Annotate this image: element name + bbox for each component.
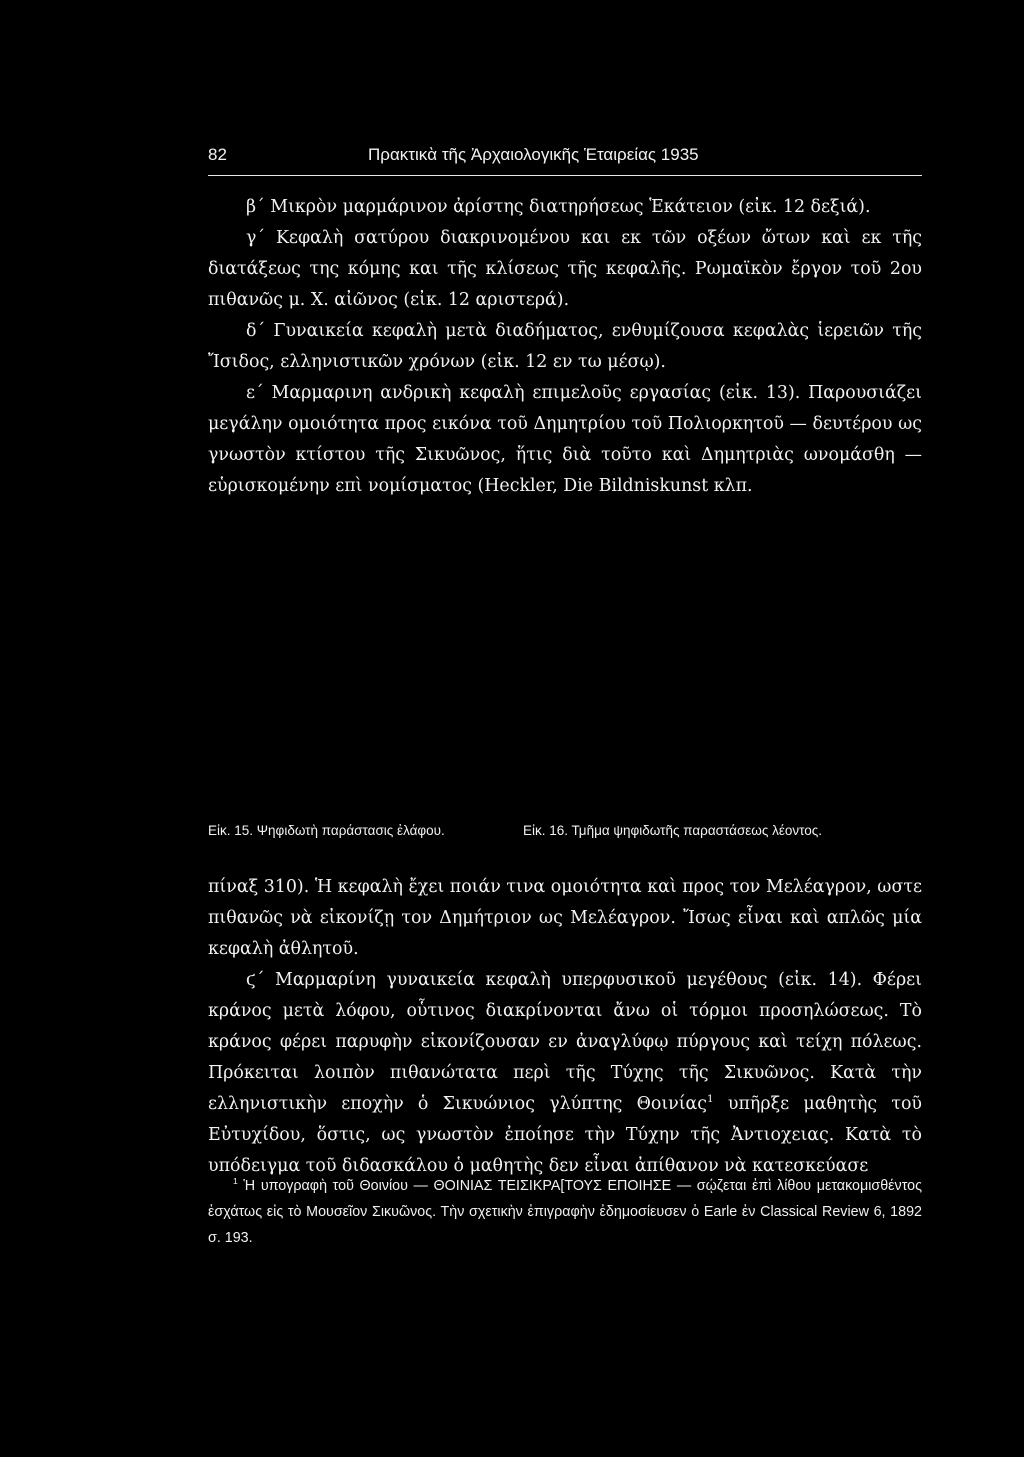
figure-caption-15: Εἰκ. 15. Ψηφιδωτὴ παράστασις ἐλάφου. [208, 823, 445, 838]
paragraph-delta: δ΄ Γυναικεία κεφαλὴ μετὰ διαδήματος, ενθυμίζουσα κεφαλὰς ἱερειῶν τῆς Ἴσιδος, ελληνιστικῶν χρόνων (εἰκ. 12 εν τω μέσῳ). [208, 321, 922, 372]
footnote-mark: 1 [233, 1176, 238, 1187]
figure-caption-16: Εἰκ. 16. Τμῆμα ψηφιδωτῆς παραστάσεως λέοντος. [523, 823, 823, 838]
running-header [208, 145, 922, 176]
page-number: 82 [208, 145, 227, 164]
paragraph-stigma [208, 965, 922, 1182]
footnote-text: Ἡ υπογραφὴ τοῦ Θοινίου — ΘΟΙΝΙΑΣ ΤΕΙΣΙΚΡΑ[ΤΟΥΣ ΕΠΟΙΗΣΕ — σῴζεται ἐπὶ λίθου μετακομισθέντος ἐσχάτως εἰς τὸ Μουσεῖον Σικυῶνος. Τὴν σχετικὴν ἐπιγραφὴν ἐδημοσίευσεν ὁ Earle ἐν Classical Review 6, 1892 σ. 193. [208, 1178, 922, 1246]
paragraph-gamma: γ΄ Κεφαλὴ σατύρου διακρινομένου και εκ τῶν οξέων ὤτων καὶ εκ τῆς διατάξεως της κόμης και τῆς κλίσεως τῆς κεφαλῆς. Ρωμαϊκὸν ἔργον τοῦ 2ου πιθανῶς μ. Χ. αἰῶνος (εἰκ. 12 αριστερά). [208, 228, 922, 310]
footnote-reference: 1 [707, 1093, 714, 1106]
paragraph-stigma-text-a: ϛ΄ Μαρμαρίνη γυναικεία κεφαλὴ υπερφυσικοῦ μεγέθους (εἰκ. 14). Φέρει κράνος μετὰ λόφου, οὗτινος διακρίνονται ἄνω οἱ τόρμοι προσηλώσεως. Τὸ κράνος φέρει παρυφὴν εἰκονίζουσαν εν ἀναγλύφῳ πύργους καὶ τείχη πόλεως. Πρόκειται λοιπὸν πιθανώτατα περὶ τῆς Τύχης τῆς Σικυῶνος. Κατὰ τὴν ελληνιστικὴν εποχὴν ὁ Σικυώνιος γλύπτης Θοινίας [208, 970, 922, 1114]
running-title: Πρακτικὰ τῆς Ἀρχαιολογικῆς Ἑταιρείας 1935 [368, 145, 699, 164]
paragraph-stigma-text-b: υπῆρξε μαθητὴς τοῦ Εὐτυχίδου, ὅστις, ως γνωστὸν ἐποίησε τὴν Τύχην τῆς Ἀντιοχειας. Κατὰ τὸ υπόδειγμα τοῦ διδασκάλου ὁ μαθητὴς δεν εἶναι ἀπίθανον νὰ κατεσκεύασε [208, 1094, 922, 1176]
footnote-1 [208, 1173, 922, 1251]
paragraph-beta: β΄ Μικρὸν μαρμάρινον ἀρίστης διατηρήσεως Ἑκάτειον (εἰκ. 12 δεξιά). [246, 197, 871, 217]
footnote [208, 1173, 922, 1251]
paragraph-epsilon: ε΄ Μαρμαρινη ανδρικὴ κεφαλὴ επιμελοῦς εργασίας (εἰκ. 13). Παρουσιάζει μεγάλην ομοιότητα προς εικόνα τοῦ Δημητρίου τοῦ Πολιορκητοῦ — δευτέρου ως γνωστὸν κτίστου τῆς Σικυῶνος, ἥτις διὰ τοῦτο καὶ Δημητριὰς ωνομάσθη — εὑρισκομένην επὶ νομίσματος (Heckler, Die Bildniskunst κλπ. [208, 383, 922, 496]
paragraph-continuation: πίναξ 310). Ἡ κεφαλὴ ἔχει ποιάν τινα ομοιότητα καὶ προς τον Μελέαγρον, ωστε πιθανῶς νὰ εἰκονίζῃ τον Δημήτριον ως Μελέαγρον. Ἴσως εἶναι καὶ απλῶς μία κεφαλὴ ἀθλητοῦ. [208, 877, 922, 959]
body-text-upper [208, 192, 922, 502]
body-text-lower [208, 872, 922, 1182]
